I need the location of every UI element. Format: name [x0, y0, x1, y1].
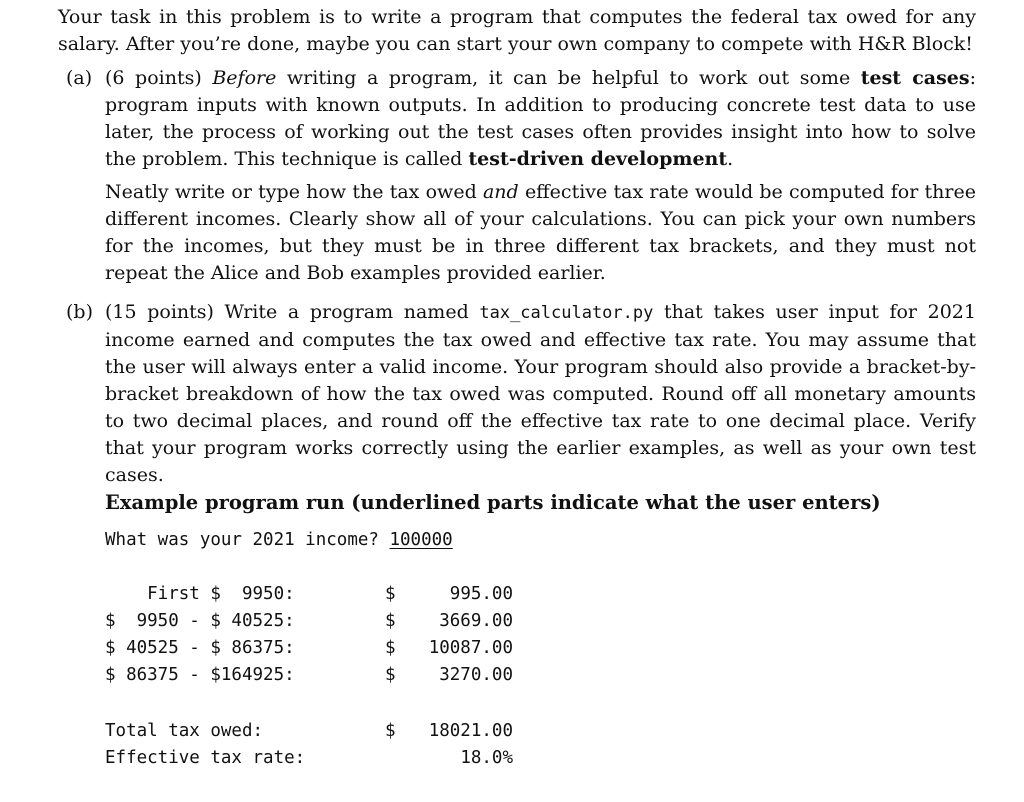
part-b-paragraph — [105, 299, 976, 489]
part-a-paragraph-1 — [105, 65, 976, 173]
part-a — [58, 65, 976, 287]
bracket-dollar: $ — [385, 665, 396, 685]
part-b-text-1: (15 points) Write a program named — [105, 301, 480, 323]
part-a-label: (a) — [66, 67, 93, 89]
part-b — [58, 299, 976, 489]
part-b-label: (b) — [66, 301, 93, 323]
bracket-dollar: $ — [385, 584, 396, 604]
term-test-cases: test cases — [860, 67, 970, 89]
total-tax-dollar: $ — [385, 721, 396, 741]
bracket-dollar: $ — [385, 638, 396, 658]
part-a-paragraph-2 — [105, 179, 976, 287]
bracket-label: $ 9950 - $ 40525: — [105, 611, 295, 631]
intro-paragraph — [58, 4, 976, 58]
bracket-amount: 10087.00 — [428, 638, 513, 658]
part-a-emphasis-before: Before — [212, 67, 277, 89]
part-a-body — [105, 65, 976, 287]
term-test-driven-development: test-driven development — [468, 148, 728, 170]
prompt-line — [105, 527, 453, 554]
part-a-text-3: Neatly write or type how the tax owed — [105, 181, 483, 203]
bracket-label: $ 86375 - $164925: — [105, 665, 295, 685]
bracket-amount: 995.00 — [449, 584, 513, 604]
part-a-emphasis-and: and — [482, 181, 519, 203]
bracket-dollar: $ — [385, 611, 396, 631]
part-a-period: . — [727, 148, 734, 170]
user-input-value: 100000 — [389, 530, 453, 550]
bracket-label: $ 40525 - $ 86375: — [105, 638, 295, 658]
bracket-amount: 3270.00 — [439, 665, 513, 685]
bracket-label: First $ 9950: — [105, 584, 295, 604]
part-b-text-2: that takes user input for 2021 income earned and computes the tax owed and effective tax rate. You may assume that the user will always enter a valid income. Your program should also provide a bracket-by-bracket breakdown of how the tax owed was computed. Round off all monetary amounts to two decimal places, and round off the effective tax rate to one decimal place. Verify that your program works correctly using the earlier examples, as well as your own test cases. — [105, 301, 976, 486]
intro-text: Your task in this problem is to write a program that computes the federal tax owed for any salary. After you’re done, maybe you can start your own company to compete with H&R Block! — [58, 6, 976, 55]
part-b-body — [105, 299, 976, 489]
effective-rate-value: 18.0% — [460, 748, 513, 768]
part-a-points: (6 points) — [105, 67, 213, 89]
part-a-text-2: : program inputs with known outputs. In addition to producing concrete test data to use later, the process of working out the test cases often provides insight into how to solve the problem. This technique is called — [105, 67, 976, 170]
total-tax-amount: 18021.00 — [428, 721, 513, 741]
example-title: Example program run (underlined parts indicate what the user enters) — [105, 491, 881, 514]
prompt-text: What was your 2021 income? — [105, 530, 390, 550]
bracket-amount: 3669.00 — [439, 611, 513, 631]
part-a-text-1: writing a program, it can be helpful to work out some — [276, 67, 861, 89]
total-tax-label: Total tax owed: — [105, 721, 264, 741]
effective-rate-label: Effective tax rate: — [105, 748, 306, 768]
program-filename: tax_calculator.py — [479, 303, 654, 323]
part-a-text-4: effective tax rate would be computed for three different incomes. Clearly show all of your calculations. You can pick your own numbers for the incomes, but they must be in three different tax brackets, and they must not repeat the Alice and Bob examples provided earlier. — [105, 181, 976, 284]
